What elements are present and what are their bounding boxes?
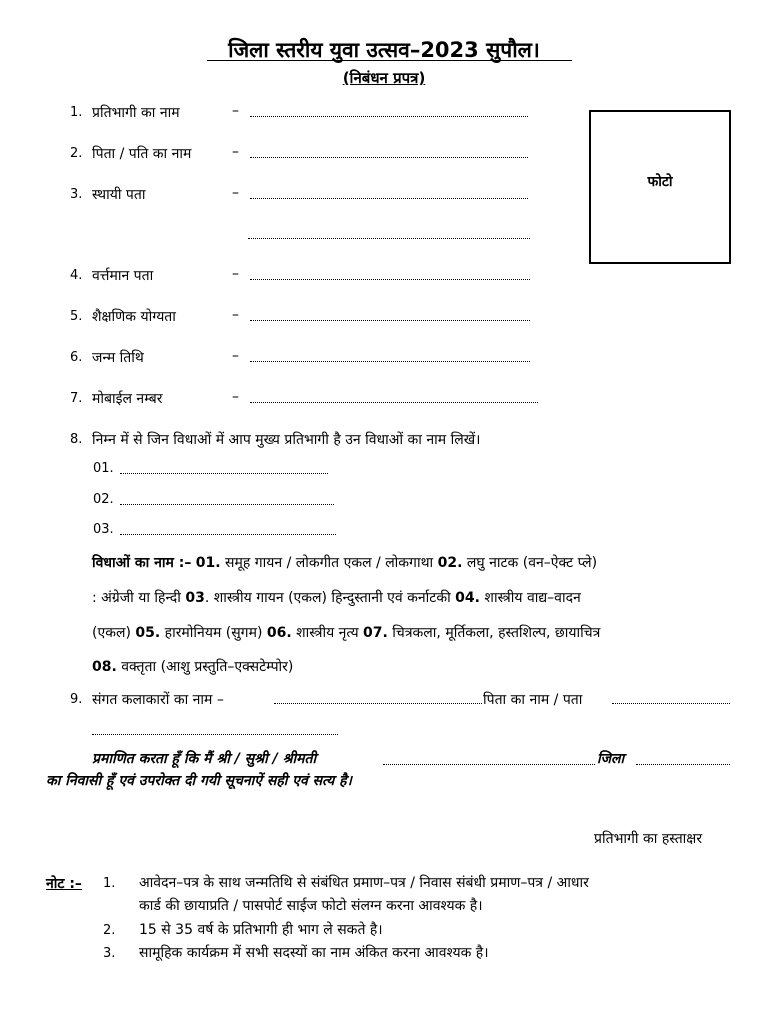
- category-text: चित्रकला, मूर्तिकला, हस्तशिल्प, छायाचित्र: [387, 625, 601, 641]
- category-text: : अंग्रेजी या हिन्दी: [92, 590, 186, 606]
- note-number: 3.: [103, 946, 116, 961]
- note-3-text: सामूहिक कार्यक्रम में सभी सदस्यों का नाम अंकित करना आवश्यक है।: [139, 945, 489, 961]
- photo-box: [589, 110, 731, 264]
- note-2-text: 15 से 35 वर्ष के प्रतिभागी ही भाग ले सकते है।: [139, 922, 383, 938]
- field-label: प्रतिभागी का नाम: [92, 105, 180, 121]
- note-1-line-2: कार्ड की छायाप्रति / पासपोर्ट साईज फोटो संलग्न करना आवश्यक है।: [139, 898, 483, 914]
- category-number: 05.: [135, 625, 161, 641]
- slot-number: 02.: [93, 492, 114, 507]
- photo-label: फोटो: [647, 174, 673, 190]
- field-separator: –: [232, 389, 239, 405]
- category-slot-1[interactable]: [120, 473, 328, 474]
- category-number: 04.: [455, 590, 480, 606]
- category-text: लघु नाटक (वन–ऐक्ट प्ले): [462, 555, 598, 571]
- field-number: 3.: [70, 187, 83, 202]
- declarant-name-line[interactable]: [383, 764, 595, 765]
- category-number: 01.: [195, 555, 221, 571]
- q9-number: 9.: [70, 692, 83, 707]
- notes-heading: नोट :–: [46, 876, 82, 892]
- education-line[interactable]: [250, 320, 530, 321]
- category-slot-2[interactable]: [120, 504, 334, 505]
- category-text: (एकल): [92, 625, 136, 641]
- field-label: मोबाईल नम्बर: [92, 391, 163, 407]
- birth-date-line[interactable]: [250, 361, 530, 362]
- field-label: वर्त्तमान पता: [92, 268, 154, 284]
- field-label: शैक्षणिक योग्यता: [92, 309, 176, 325]
- district-line[interactable]: [636, 764, 730, 765]
- categories-line-1: [92, 553, 597, 572]
- q8-number: 8.: [70, 432, 83, 447]
- field-label: पिता / पति का नाम: [92, 146, 192, 162]
- categories-line-3: [92, 623, 600, 642]
- categories-heading: विधाओं का नाम :–: [92, 555, 192, 571]
- permanent-address-line-1[interactable]: [250, 198, 528, 199]
- category-text: . शास्त्रीय गायन (एकल) हिन्दुस्तानी एवं कर्नाटकी: [204, 590, 456, 606]
- category-text: वक्तृता (आशु प्रस्तुति–एक्सटेम्पोर): [116, 659, 294, 675]
- note-1-line-1: आवेदन–पत्र के साथ जन्मतिथि से संबंधित प्रमाण–पत्र / निवास संबंधी प्रमाण–पत्र / आधार: [139, 875, 589, 891]
- category-number: 03: [185, 590, 205, 606]
- category-number: 07.: [363, 625, 388, 641]
- category-number: 08.: [92, 659, 117, 675]
- accompanist-name-line[interactable]: [274, 703, 482, 704]
- permanent-address-line-2[interactable]: [248, 238, 530, 239]
- field-number: 2.: [70, 146, 83, 161]
- participant-name-line[interactable]: [250, 116, 528, 117]
- slot-number: 03.: [93, 522, 114, 537]
- category-number: 02.: [437, 555, 463, 571]
- category-slot-3[interactable]: [120, 534, 336, 535]
- category-text: समूह गायन / लोकगीत एकल / लोकगाथा: [220, 555, 438, 571]
- current-address-line[interactable]: [250, 279, 530, 280]
- q8-text: निम्न में से जिन विधाओं में आप मुख्य प्रतिभागी है उन विधाओं का नाम लिखें।: [92, 432, 481, 448]
- field-label: स्थायी पता: [92, 187, 146, 203]
- note-number: 2.: [103, 923, 116, 938]
- accompanist-line-2[interactable]: [92, 734, 338, 735]
- field-number: 4.: [70, 268, 83, 283]
- categories-line-2: [92, 588, 581, 607]
- form-title: जिला स्तरीय युवा उत्सव–2023 सुपौल।: [228, 38, 540, 62]
- form-subtitle: (निबंधन प्रपत्र): [342, 69, 426, 87]
- mobile-line[interactable]: [250, 402, 538, 403]
- title-underline: [207, 60, 572, 61]
- field-separator: –: [232, 103, 239, 119]
- field-number: 5.: [70, 309, 83, 324]
- accompanist-father-line[interactable]: [612, 703, 730, 704]
- signature-label: प्रतिभागी का हस्ताक्षर: [594, 831, 703, 847]
- certification-district-label: जिला: [597, 751, 625, 767]
- field-separator: –: [232, 266, 239, 282]
- category-text: शास्त्रीय नृत्य: [291, 625, 364, 641]
- field-separator: –: [232, 185, 239, 201]
- father-name-line[interactable]: [250, 157, 528, 158]
- field-number: 7.: [70, 391, 83, 406]
- field-number: 6.: [70, 350, 83, 365]
- note-number: 1.: [103, 876, 116, 891]
- field-label: जन्म तिथि: [92, 350, 144, 366]
- category-text: शास्त्रीय वाद्य–वादन: [479, 590, 581, 606]
- q9-label: संगत कलाकारों का नाम –: [92, 692, 224, 708]
- certification-text-1: प्रमाणित करता हूँ कि मैं श्री / सुश्री / श्रीमती: [92, 751, 317, 767]
- certification-text-2: का निवासी हूँ एवं उपरोक्त दी गयी सूचनाऐं सही एवं सत्य है।: [46, 773, 352, 789]
- field-separator: –: [232, 144, 239, 160]
- q9-father-label: पिता का नाम / पता: [483, 692, 583, 708]
- categories-line-4: [92, 657, 293, 676]
- field-separator: –: [232, 307, 239, 323]
- field-separator: –: [232, 348, 239, 364]
- category-number: 06.: [266, 625, 292, 641]
- field-number: 1.: [70, 105, 83, 120]
- category-text: हारमोनियम (सुगम): [160, 625, 267, 641]
- slot-number: 01.: [93, 461, 114, 476]
